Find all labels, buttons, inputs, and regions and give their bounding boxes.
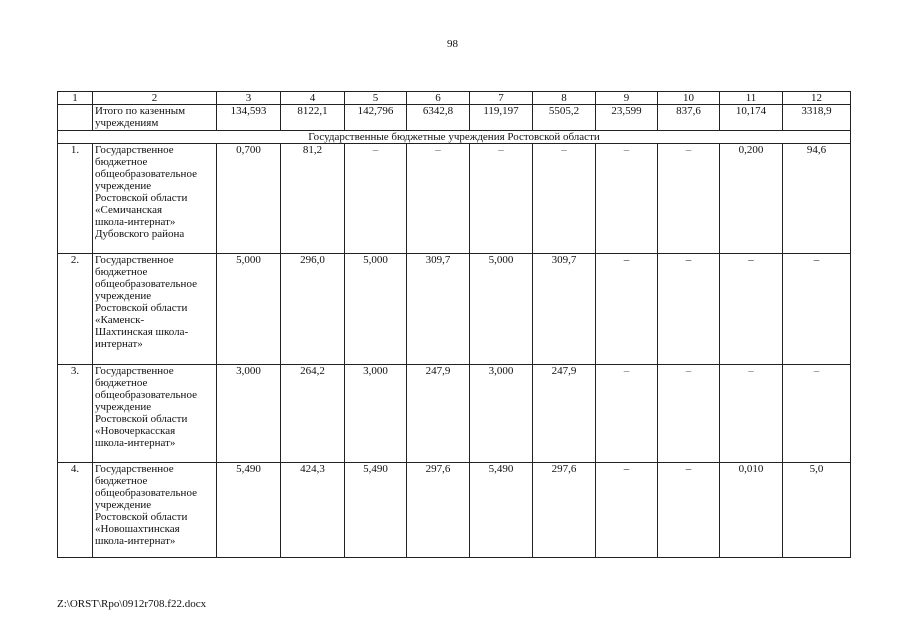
value-cell: – — [470, 144, 533, 254]
value-cell: 8122,1 — [281, 105, 345, 131]
name-line: учреждение — [95, 180, 152, 192]
value-cell: 296,0 — [281, 254, 345, 365]
value-cell: 119,197 — [470, 105, 533, 131]
column-number: 4 — [281, 92, 345, 105]
table-row — [58, 144, 851, 254]
column-number-row — [58, 92, 851, 105]
name-line: бюджетное — [95, 475, 148, 487]
value-cell: – — [345, 144, 407, 254]
name-line: общеобразовательное — [95, 389, 197, 401]
name-line: «Каменск- — [95, 314, 145, 326]
page-number: 98 — [447, 38, 458, 50]
name-line: Государственное — [95, 463, 174, 475]
name-line: Ростовской области — [95, 511, 188, 523]
name-line: Шахтинская школа- — [95, 326, 189, 338]
name-line: Ростовской области — [95, 192, 188, 204]
value-cell: 3318,9 — [783, 105, 851, 131]
value-cell: – — [596, 463, 658, 558]
value-cell: – — [596, 254, 658, 365]
value-cell: 3,000 — [470, 365, 533, 463]
value-cell: – — [720, 254, 783, 365]
value-cell: – — [783, 365, 851, 463]
institution-name — [93, 144, 217, 254]
section-title: Государственные бюджетные учреждения Ростовской области — [58, 131, 851, 144]
name-line: бюджетное — [95, 266, 148, 278]
column-number: 8 — [533, 92, 596, 105]
column-number: 11 — [720, 92, 783, 105]
value-cell: 0,200 — [720, 144, 783, 254]
name-line: школа-интернат» — [95, 535, 176, 547]
name-line: Дубовского района — [95, 228, 185, 240]
value-cell: 5,000 — [470, 254, 533, 365]
value-cell: 10,174 — [720, 105, 783, 131]
name-line: общеобразовательное — [95, 168, 197, 180]
value-cell: – — [658, 365, 720, 463]
column-number: 12 — [783, 92, 851, 105]
table-row — [58, 254, 851, 365]
value-cell: 134,593 — [217, 105, 281, 131]
section-header-row — [58, 131, 851, 144]
institution-name — [93, 365, 217, 463]
value-cell: 309,7 — [533, 254, 596, 365]
value-cell: 5,000 — [217, 254, 281, 365]
column-number: 2 — [93, 92, 217, 105]
column-number: 6 — [407, 92, 470, 105]
value-cell: 3,000 — [217, 365, 281, 463]
value-cell: – — [783, 254, 851, 365]
column-number: 10 — [658, 92, 720, 105]
name-line: интернат» — [95, 338, 143, 350]
name-line: Государственное — [95, 365, 174, 377]
name-line: Государственное — [95, 144, 174, 156]
value-cell: 5,000 — [345, 254, 407, 365]
name-line: Государственное — [95, 254, 174, 266]
value-cell: 247,9 — [533, 365, 596, 463]
value-cell: – — [533, 144, 596, 254]
column-number: 3 — [217, 92, 281, 105]
value-cell: – — [407, 144, 470, 254]
value-cell: 309,7 — [407, 254, 470, 365]
value-cell: 6342,8 — [407, 105, 470, 131]
value-cell: 5505,2 — [533, 105, 596, 131]
value-cell: – — [658, 144, 720, 254]
value-cell: 247,9 — [407, 365, 470, 463]
name-line: «Новошахтинская — [95, 523, 180, 535]
value-cell: – — [658, 463, 720, 558]
name-line: учреждение — [95, 290, 152, 302]
value-cell: 23,599 — [596, 105, 658, 131]
name-line: общеобразовательное — [95, 487, 197, 499]
column-number: 1 — [58, 92, 93, 105]
name-line: Ростовской области — [95, 413, 188, 425]
total-row — [58, 105, 851, 131]
value-cell: 5,490 — [217, 463, 281, 558]
column-number: 5 — [345, 92, 407, 105]
table-row — [58, 463, 851, 558]
name-line: учреждение — [95, 401, 152, 413]
value-cell: 0,010 — [720, 463, 783, 558]
total-index-cell — [58, 105, 93, 131]
row-index: 1. — [58, 144, 93, 254]
value-cell: 837,6 — [658, 105, 720, 131]
value-cell: 0,700 — [217, 144, 281, 254]
name-line: школа-интернат» — [95, 437, 176, 449]
row-index: 2. — [58, 254, 93, 365]
value-cell: 94,6 — [783, 144, 851, 254]
name-line: общеобразовательное — [95, 278, 197, 290]
value-cell: 297,6 — [407, 463, 470, 558]
value-cell: – — [596, 144, 658, 254]
total-label: Итого по казенным учреждениям — [93, 105, 217, 131]
column-number: 9 — [596, 92, 658, 105]
name-line: бюджетное — [95, 377, 148, 389]
institution-name — [93, 463, 217, 558]
table-row — [58, 365, 851, 463]
value-cell: – — [720, 365, 783, 463]
value-cell: 297,6 — [533, 463, 596, 558]
name-line: «Новочеркасская — [95, 425, 176, 437]
column-number: 7 — [470, 92, 533, 105]
value-cell: – — [658, 254, 720, 365]
value-cell: 424,3 — [281, 463, 345, 558]
name-line: бюджетное — [95, 156, 148, 168]
row-index: 4. — [58, 463, 93, 558]
name-line: «Семичанская — [95, 204, 163, 216]
value-cell: 5,490 — [470, 463, 533, 558]
value-cell: 81,2 — [281, 144, 345, 254]
name-line: школа-интернат» — [95, 216, 176, 228]
value-cell: 264,2 — [281, 365, 345, 463]
row-index: 3. — [58, 365, 93, 463]
institution-name — [93, 254, 217, 365]
value-cell: – — [596, 365, 658, 463]
file-path-footer: Z:\ORST\Rpo\0912r708.f22.docx — [57, 598, 207, 610]
data-table — [57, 91, 851, 558]
name-line: учреждение — [95, 499, 152, 511]
name-line: Ростовской области — [95, 302, 188, 314]
value-cell: 3,000 — [345, 365, 407, 463]
value-cell: 5,0 — [783, 463, 851, 558]
value-cell: 142,796 — [345, 105, 407, 131]
value-cell: 5,490 — [345, 463, 407, 558]
